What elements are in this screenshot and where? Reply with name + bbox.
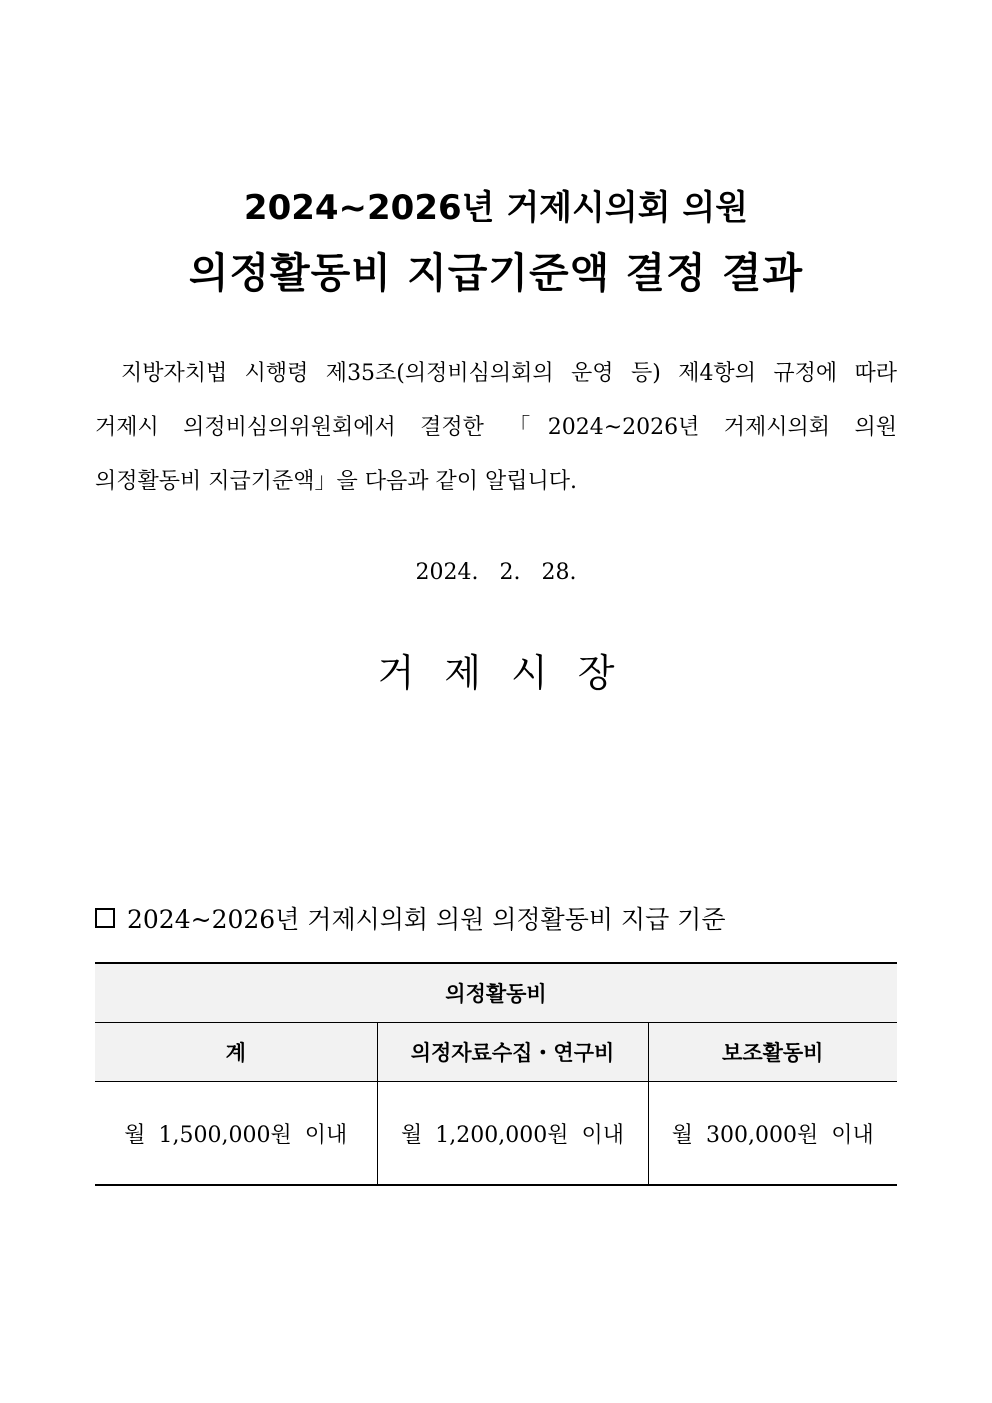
- table-group-header-row: [95, 963, 897, 1023]
- signer-name: 거제시장: [377, 651, 645, 695]
- column-header-total: 계: [95, 1023, 377, 1082]
- paragraph-line-3: 의정활동비 지급기준액」을 다음과 같이 알립니다.: [95, 469, 578, 494]
- table-column-header-row: [95, 1023, 897, 1082]
- table-row: [95, 1082, 897, 1186]
- document-title-line-1: 2024~2026년 거제시의회 의원: [243, 188, 749, 228]
- paragraph-line-1: 지방자치법 시행령 제35조(의정비심의회의 운영 등) 제4항의 규정에 따라: [121, 361, 897, 386]
- announcement-paragraph: [95, 347, 897, 509]
- payment-basis-table: [95, 962, 897, 1186]
- document-title-line-2: 의정활동비 지급기준액 결정 결과: [188, 249, 804, 297]
- column-header-research: 의정자료수집・연구비: [377, 1023, 648, 1082]
- table-group-header: 의정활동비: [95, 963, 897, 1023]
- section-heading-text: 2024~2026년 거제시의회 의원 의정활동비 지급 기준: [127, 905, 726, 934]
- checkbox-icon: [95, 908, 115, 928]
- section-heading: [95, 900, 725, 936]
- cell-research: 월 1,200,000원 이내: [377, 1082, 648, 1186]
- announcement-date: 2024. 2. 28.: [415, 560, 577, 585]
- cell-support: 월 300,000원 이내: [648, 1082, 897, 1186]
- cell-total: 월 1,500,000원 이내: [95, 1082, 377, 1186]
- column-header-support: 보조활동비: [648, 1023, 897, 1082]
- paragraph-line-2: 거제시 의정비심의위원회에서 결정한 「2024~2026년 거제시의회 의원: [95, 415, 897, 440]
